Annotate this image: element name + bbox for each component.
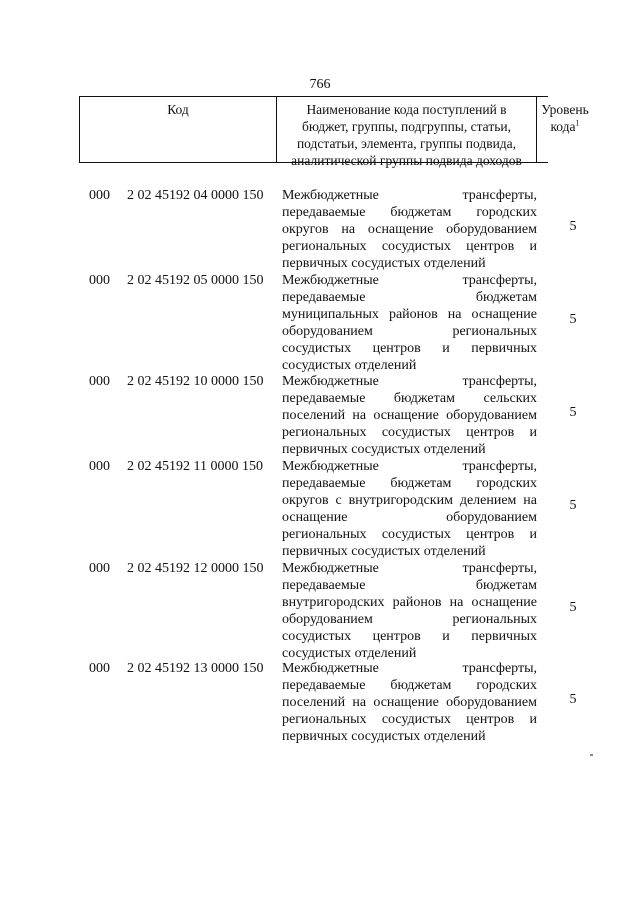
- revenue-name-line: поселений на оснащение оборудованием: [282, 695, 537, 710]
- revenue-name-line: региональных сосудистых центров и: [282, 425, 537, 440]
- revenue-name-line: передаваемые бюджетам: [282, 578, 537, 593]
- admin-code: 000: [89, 374, 110, 389]
- code-level: 5: [569, 498, 577, 513]
- revenue-name: [282, 187, 537, 272]
- revenue-name: [282, 660, 537, 745]
- header-level-line: [537, 118, 593, 135]
- revenue-name-line: первичных сосудистых отделений: [282, 544, 486, 559]
- revenue-name-line: передаваемые бюджетам городских: [282, 678, 537, 693]
- revenue-name-line: региональных сосудистых центров и: [282, 712, 537, 727]
- code-level: 5: [569, 312, 577, 327]
- revenue-code: 2 02 45192 12 0000 150: [127, 561, 264, 576]
- revenue-name-line: сосудистых отделений: [282, 646, 417, 661]
- header-name-line: Наименование кода поступлений в: [306, 102, 507, 117]
- revenue-code: 2 02 45192 05 0000 150: [127, 273, 264, 288]
- revenue-name-line: муниципальных районов на оснащение: [282, 307, 537, 322]
- page-number: 766: [309, 77, 331, 92]
- code-level: 5: [569, 219, 577, 234]
- revenue-name-line: Межбюджетные трансферты,: [282, 188, 537, 203]
- revenue-name-line: сосудистых центров и первичных: [282, 341, 537, 356]
- admin-code: 000: [89, 561, 110, 576]
- code-level: 5: [569, 600, 577, 615]
- revenue-name-line: Межбюджетные трансферты,: [282, 273, 537, 288]
- header-name-line: подстатьи, элемента, группы подвида,: [296, 136, 517, 151]
- footnote-mark: 1: [575, 118, 580, 128]
- revenue-name-line: региональных сосудистых центров и: [282, 239, 537, 254]
- header-name-line: бюджет, группы, подгруппы, статьи,: [302, 119, 511, 134]
- revenue-name-line: Межбюджетные трансферты,: [282, 561, 537, 576]
- revenue-name-line: поселений на оснащение оборудованием: [282, 408, 537, 423]
- table-header: [79, 96, 589, 168]
- revenue-name: [282, 458, 537, 560]
- revenue-name-line: округов с внутригородским делением на: [282, 493, 537, 508]
- revenue-name-line: региональных сосудистых центров и: [282, 527, 537, 542]
- header-level: [537, 97, 593, 162]
- revenue-name-line: первичных сосудистых отделений: [282, 256, 486, 271]
- revenue-code: 2 02 45192 10 0000 150: [127, 374, 264, 389]
- admin-code: 000: [89, 188, 110, 203]
- scan-mark: [590, 754, 593, 756]
- revenue-name-line: оборудованием региональных: [282, 324, 537, 339]
- revenue-name-line: первичных сосудистых отделений: [282, 442, 486, 457]
- revenue-name: [282, 272, 537, 374]
- header-level-word: кода: [550, 119, 576, 134]
- revenue-name-line: Межбюджетные трансферты,: [282, 459, 537, 474]
- revenue-name-line: оснащение оборудованием: [282, 510, 537, 525]
- revenue-name-line: внутригородских районов на оснащение: [282, 595, 537, 610]
- code-level: 5: [569, 405, 577, 420]
- header-name: [277, 97, 537, 168]
- admin-code: 000: [89, 459, 110, 474]
- admin-code: 000: [89, 661, 110, 676]
- revenue-name-line: округов на оснащение оборудованием: [282, 222, 537, 237]
- header-code: Код: [79, 97, 277, 162]
- revenue-name-line: первичных сосудистых отделений: [282, 729, 486, 744]
- revenue-name-line: сосудистых отделений: [282, 358, 417, 373]
- revenue-name-line: Межбюджетные трансферты,: [282, 374, 537, 389]
- revenue-name-line: сосудистых центров и первичных: [282, 629, 537, 644]
- revenue-name: [282, 373, 537, 458]
- revenue-name: [282, 560, 537, 662]
- revenue-name-line: передаваемые бюджетам: [282, 290, 537, 305]
- admin-code: 000: [89, 273, 110, 288]
- revenue-name-line: передаваемые бюджетам городских: [282, 476, 537, 491]
- header-name-line: аналитической группы подвида доходов: [291, 153, 522, 168]
- revenue-name-line: оборудованием региональных: [282, 612, 537, 627]
- revenue-name-line: передаваемые бюджетам сельских: [282, 391, 537, 406]
- header-level-line: Уровень: [541, 102, 589, 117]
- revenue-code: 2 02 45192 13 0000 150: [127, 661, 264, 676]
- revenue-name-line: передаваемые бюджетам городских: [282, 205, 537, 220]
- code-level: 5: [569, 692, 577, 707]
- revenue-code: 2 02 45192 04 0000 150: [127, 188, 264, 203]
- revenue-code: 2 02 45192 11 0000 150: [127, 459, 263, 474]
- revenue-name-line: Межбюджетные трансферты,: [282, 661, 537, 676]
